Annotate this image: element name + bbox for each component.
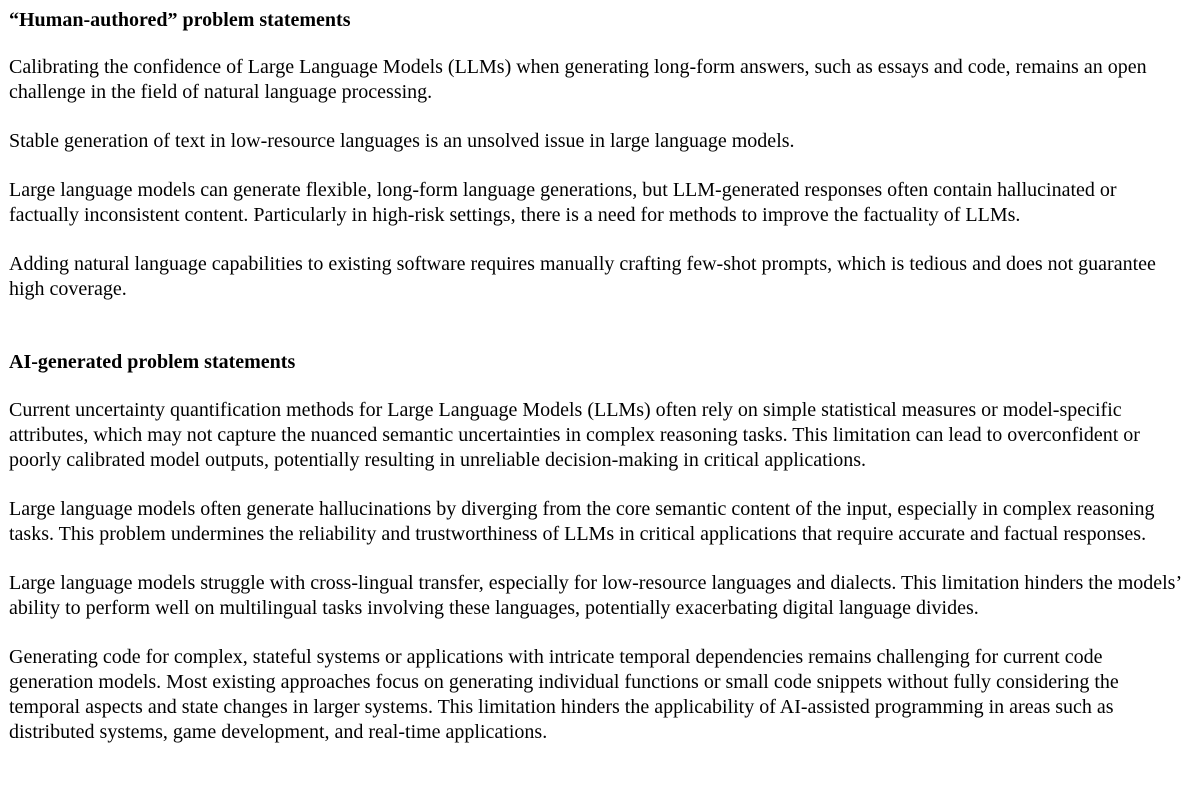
problem-statement: Adding natural language capabilities to existing software requires manually crafting few-shot prompts, which is tedious and does not guarantee high coverage. bbox=[9, 253, 1156, 300]
ai-generated-section bbox=[9, 350, 1191, 745]
problem-statement: Generating code for complex, stateful systems or applications with intricate temporal dependencies remains challenging for current code generation models. Most existing approaches focus on generating individual functions or small code snippets without fully considering the temporal aspects and state changes in larger systems. This limitation hinders the applicability of AI-assisted programming in areas such as distributed systems, game development, and real-time applications. bbox=[9, 646, 1119, 743]
problem-statement: Current uncertainty quantification methods for Large Language Models (LLMs) often rely on simple statistical measures or model-specific attributes, which may not capture the nuanced semantic uncertainties in complex reasoning tasks. This limitation can lead to overconfident or poorly calibrated model outputs, potentially resulting in unreliable decision-making in critical applications. bbox=[9, 399, 1140, 471]
problem-statement: Large language models often generate hallucinations by diverging from the core semantic content of the input, especially in complex reasoning tasks. This problem undermines the reliability and trustworthiness of LLMs in critical applications that require accurate and factual responses. bbox=[9, 498, 1155, 545]
problem-statement: Large language models struggle with cross-lingual transfer, especially for low-resource languages and dialects. This limitation hinders the models’ ability to perform well on multilingual tasks involving these languages, potentially exacerbating digital language divides. bbox=[9, 572, 1181, 619]
human-authored-section bbox=[9, 8, 1191, 302]
problem-statement: Large language models can generate flexible, long-form language generations, but LLM-generated responses often contain hallucinated or factually inconsistent content. Particularly in high-risk settings, there is a need for methods to improve the factuality of LLMs. bbox=[9, 179, 1117, 226]
section-heading: AI-generated problem statements bbox=[9, 351, 296, 373]
problem-statement: Calibrating the confidence of Large Language Models (LLMs) when generating long-form answers, such as essays and code, remains an open challenge in the field of natural language processing. bbox=[9, 56, 1147, 103]
problem-statement: Stable generation of text in low-resource languages is an unsolved issue in large language models. bbox=[9, 130, 795, 152]
section-heading: “Human-authored” problem statements bbox=[9, 9, 351, 31]
